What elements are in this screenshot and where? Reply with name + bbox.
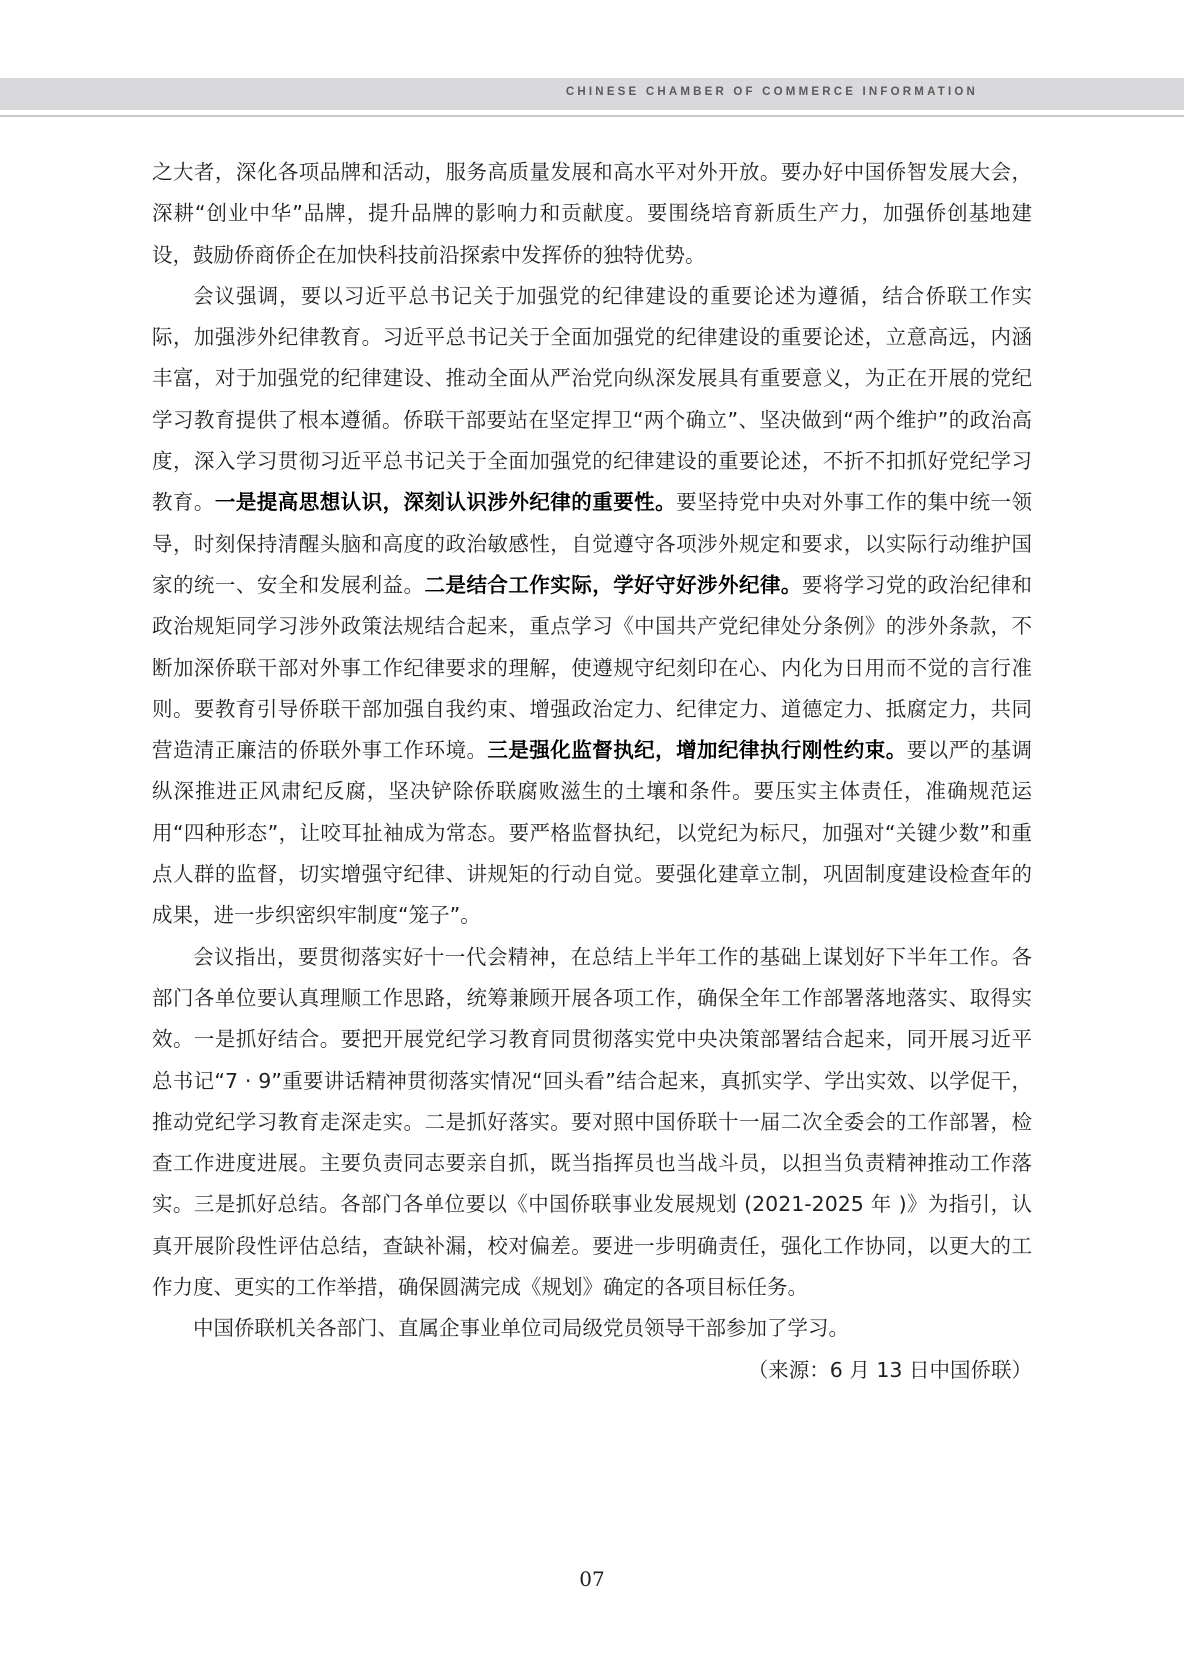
paragraph-1: 之大者，深化各项品牌和活动，服务高质量发展和高水平对外开放。要办好中国侨智发展大会，深耕“创业中华”品牌，提升品牌的影响力和贡献度。要围绕培育新质生产力，加强侨创基地建设，鼓励侨商侨企在加快科技前沿探索中发挥侨的独特优势。 [152, 160, 1032, 267]
article-body [152, 152, 1032, 1391]
paragraph-2-text-a: 会议强调，要以习近平总书记关于加强党的纪律建设的重要论述为遵循，结合侨联工作实际，加强涉外纪律教育。习近平总书记关于全面加强党的纪律建设的重要论述，立意高远，内涵丰富，对于加强党的纪律建设、推动全面从严治党向纵深发展具有重要意义，为正在开展的党纪学习教育提供了根本遵循。侨联干部要站在坚定捍卫“两个确立”、坚决做到“两个维护”的政治高度，深入学习贯彻习近平总书记关于全面加强党的纪律建设的重要论述，不折不扣抓好党纪学习教育。 [152, 283, 1032, 515]
paragraph-2-text-c: 要坚持党中央对外事工作的集中统一领导，时刻保持清醒头脑和高度的政治敏感性，自觉遵守各项涉外规定和要求，以实际行动维护国家的统一、安全和发展利益。 [152, 490, 1033, 597]
source-note: （来源：6 月 13 日中国侨联） [747, 1357, 1032, 1382]
bold-point-2: 二是结合工作实际，学好守好涉外纪律。 [424, 572, 802, 597]
paragraph-2-text-e: 要以严的基调纵深推进正风肃纪反腐，坚决铲除侨联腐败滋生的土壤和条件。要压实主体责任，准确规范运用“四种形态”，让咬耳扯袖成为常态。要严格监督执纪，以党纪为标尺，加强对“关键少数”和重点人群的监督，切实增强守纪律、讲规矩的行动自觉。要强化建章立制，巩固制度建设检查年的成果，进一步织密织牢制度“笼子”。 [152, 738, 1033, 928]
paragraph-4: 中国侨联机关各部门、直属企事业单位司局级党员领导干部参加了学习。 [193, 1316, 849, 1341]
bold-point-1: 一是提高思想认识，深刻认识涉外纪律的重要性。 [214, 490, 677, 515]
header-divider [0, 115, 1184, 117]
paragraph-2-text-d: 要将学习党的政治纪律和政治规矩同学习涉外政策法规结合起来，重点学习《中国共产党纪律处分条例》的涉外条款，不断加深侨联干部对外事工作纪律要求的理解，使遵规守纪刻印在心、内化为日用而不觉的言行准则。要教育引导侨联干部加强自我约束、增强政治定力、纪律定力、道德定力、抵腐定力，共同营造清正廉洁的侨联外事工作环境。 [152, 572, 1033, 763]
paragraph-3: 会议指出，要贯彻落实好十一代会精神，在总结上半年工作的基础上谋划好下半年工作。各部门各单位要认真理顺工作思路，统筹兼顾开展各项工作，确保全年工作部署落地落实、取得实效。一是抓好结合。要把开展党纪学习教育同贯彻落实党中央决策部署结合起来，同开展习近平总书记“7 · 9”重要讲话精神贯彻落实情况“回头看”结合起来，真抓实学、学出实效、以学促干，推动党纪学习教育走深走实。二是抓好落实。要对照中国侨联十一届二次全委会的工作部署，检查工作进度进展。主要负责同志要亲自抓，既当指挥员也当战斗员，以担当负责精神推动工作落实。三是抓好总结。各部门各单位要以《中国侨联事业发展规划 (2021-2025 年 )》为指引，认真开展阶段性评估总结，查缺补漏，校对偏差。要进一步明确责任，强化工作协同，以更大的工作力度、更实的工作举措，确保圆满完成《规划》确定的各项目标任务。 [152, 944, 1032, 1300]
bold-point-3: 三是强化监督执纪，增加纪律执行刚性约束。 [487, 738, 907, 763]
paragraph-2 [152, 276, 1032, 937]
page-number: 07 [579, 1567, 605, 1591]
running-title: CHINESE CHAMBER OF COMMERCE INFORMATION [565, 86, 978, 98]
